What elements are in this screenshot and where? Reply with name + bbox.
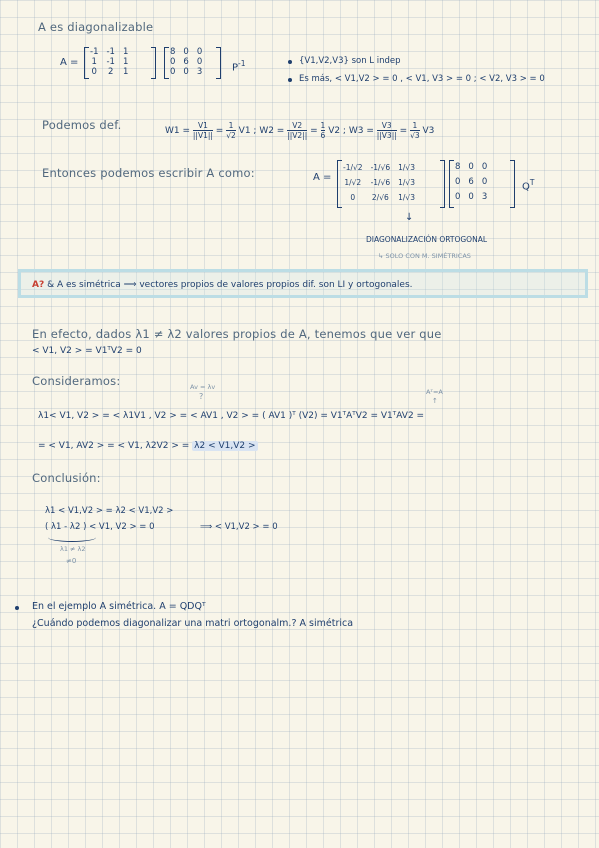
equation-lhs: A = bbox=[313, 172, 332, 183]
bracket-right bbox=[440, 160, 445, 208]
question-mark-icon: A? bbox=[32, 280, 45, 290]
matrix-p-inverse: $P^{-1}$ bbox=[232, 59, 246, 74]
note-symmetric: Aᵀ=A bbox=[426, 388, 443, 396]
orthogonal-note: DIAGONALIZACIÓN ORTOGONAL bbox=[366, 235, 488, 244]
podemos-label: Podemos def. bbox=[42, 118, 122, 132]
bullet-orthogonality: Es más, < V1,V2 > = 0 , < V1, V3 > = 0 ; < V2, V3 > = 0 bbox=[299, 74, 545, 84]
matrix-d: 8 0 0 0 6 0 0 0 3 bbox=[170, 47, 203, 77]
final-line-2: ¿Cuándo podemos diagonalizar una matri ortogonalm.? A simétrica bbox=[32, 618, 354, 629]
bullet bbox=[288, 60, 292, 64]
bullet-independence: {V1,V2,V3} son L indep bbox=[299, 56, 401, 66]
conclusion-line-1: λ1 < V1,V2 > = λ2 < V1,V2 > bbox=[45, 506, 174, 516]
bullet bbox=[288, 78, 292, 82]
underbrace bbox=[48, 533, 96, 542]
matrix-q: -1/√2 -1/√6 1/√3 1/√2 -1/√6 1/√3 0 2/√6 1/√3 bbox=[343, 163, 415, 202]
bullet bbox=[15, 606, 19, 610]
w-definitions: W1 = $\frac{V1}{||V1||}$ = $\frac{1}{√2} V1$ ; W2 = $\frac{V2}{||V2||}$ = $\frac{1}{6} V2$ ; W3 = $\frac{V3}{||V3||}$ = $\frac{1}{√3} V3$ bbox=[165, 121, 435, 140]
conclusion-line-2: ( λ1 - λ2 ) < V1, V2 > = 0 bbox=[45, 522, 155, 532]
consideramos-label: Consideramos: bbox=[32, 374, 121, 388]
equation-lhs: A = bbox=[60, 57, 79, 68]
underbrace-note: λ1 ≠ λ2 bbox=[60, 545, 86, 553]
conclusion-result: ⟹ < V1,V2 > = 0 bbox=[200, 522, 278, 532]
note-question: ? bbox=[199, 392, 204, 401]
bracket-right bbox=[510, 160, 515, 208]
conclusion-label: Conclusión: bbox=[32, 471, 101, 485]
final-line-1: En el ejemplo A simétrica. A = QDQᵀ bbox=[32, 601, 206, 612]
theorem-statement: A? & A es simétrica ⟹ vectores propios de valores propios dif. son LI y ortogonales. bbox=[32, 280, 413, 290]
efecto-line: En efecto, dados λ1 ≠ λ2 valores propios de A, tenemos que ver que bbox=[32, 327, 442, 341]
note-eigen-equation: Av = λv bbox=[190, 383, 216, 391]
nonzero-note: ≠0 bbox=[66, 557, 77, 565]
bracket-right bbox=[216, 47, 221, 79]
derivation-row-1: λ1< V1, V2 > = < λ1V1 , V2 > = < AV1 , V2 > = ( AV1 )ᵀ (V2) = V1ᵀAᵀV2 = V1ᵀAV2 = bbox=[38, 411, 425, 421]
bracket-right bbox=[151, 47, 156, 79]
matrix-p: -1 -1 1 1 -1 1 0 2 1 bbox=[90, 47, 129, 77]
entonces-label: Entonces podemos escribir A como: bbox=[42, 166, 255, 180]
matrix-q-transpose: $Q^T$ bbox=[522, 178, 535, 193]
symmetric-only-note: ↳ SOLO CON M. SIMÉTRICAS bbox=[378, 252, 471, 260]
down-arrow-icon: ↓ bbox=[405, 212, 414, 223]
page-title: A es diagonalizable bbox=[38, 20, 154, 34]
efecto-condition: < V1, V2 > = V1ᵀV2 = 0 bbox=[32, 346, 142, 356]
matrix-d2: 8 0 0 0 6 0 0 0 3 bbox=[455, 162, 488, 202]
derivation-row-2: = < V1, AV2 > = < V1, λ2V2 > = λ2 < V1,V2 > bbox=[38, 441, 256, 451]
note-up-arrow-icon: ↑ bbox=[432, 397, 438, 405]
